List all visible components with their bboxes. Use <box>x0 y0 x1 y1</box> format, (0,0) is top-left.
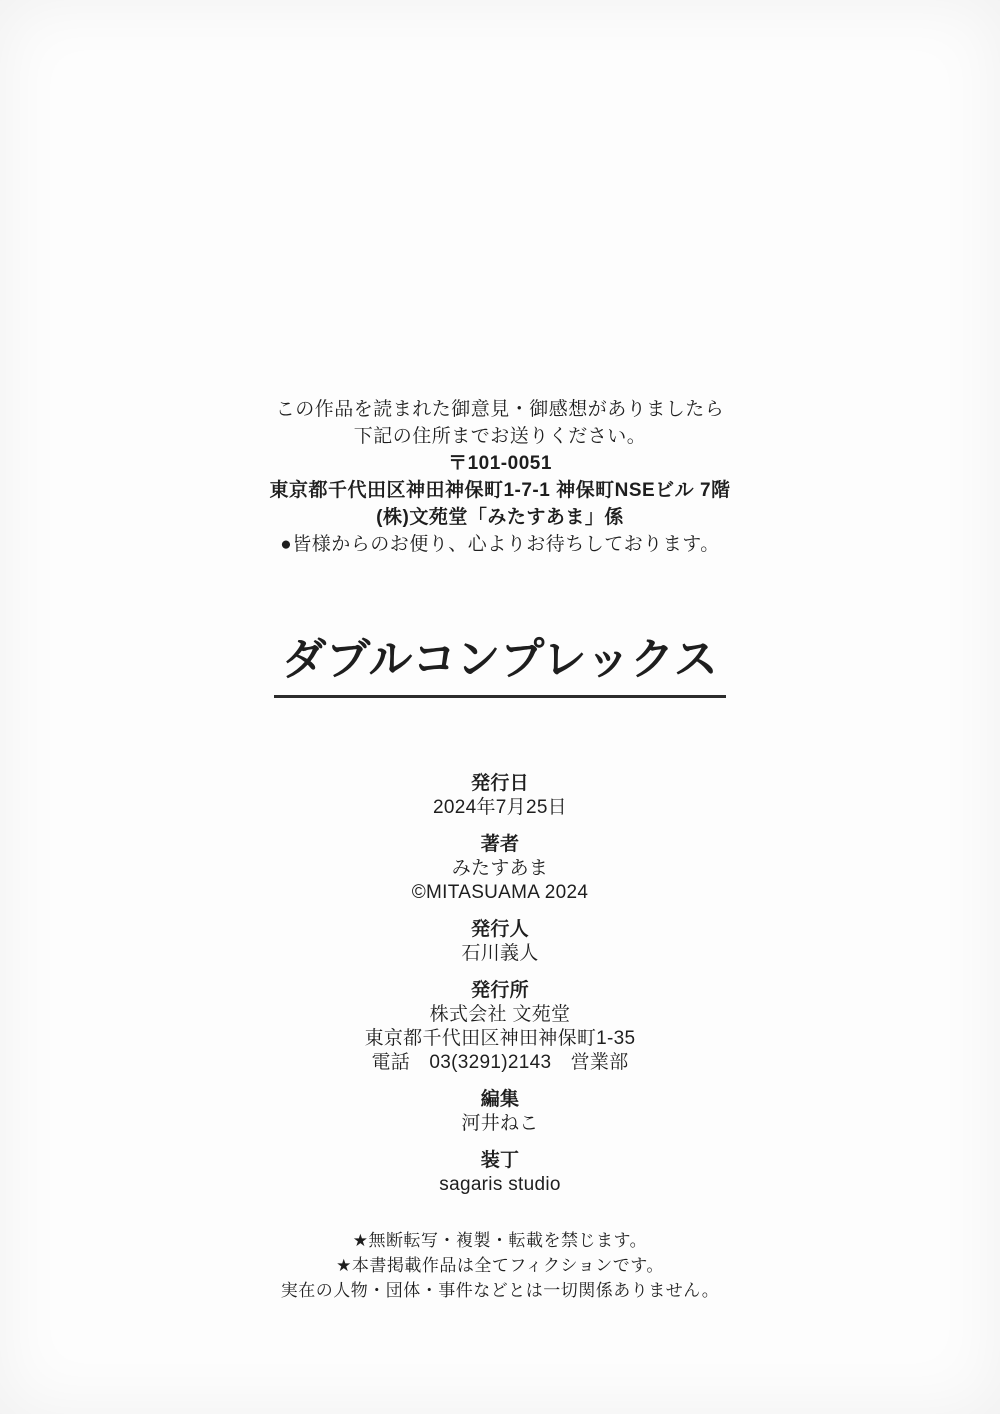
colophon-entry-issuer <box>0 918 1000 966</box>
postal-code: 〒101-0051 <box>448 453 552 474</box>
colophon-entry-editor <box>0 1088 1000 1136</box>
colophon-entry-publication-date <box>0 772 1000 820</box>
colophon-details <box>0 772 1000 1210</box>
entry-value: みたすあま <box>451 858 549 879</box>
title-section <box>0 634 1000 698</box>
notice-no-reproduction: ★無断転写・複製・転載を禁じます。 <box>352 1231 648 1250</box>
entry-value: 2024年7月25日 <box>433 797 567 818</box>
entry-value: 石川義人 <box>461 943 539 964</box>
entry-value: sagaris studio <box>439 1174 561 1195</box>
publisher-address: 東京都千代田区神田神保町1-7-1 神保町NSEビル 7階 <box>269 480 731 501</box>
entry-label: 発行日 <box>471 773 529 794</box>
publisher-phone: 電話 03(3291)2143 営業部 <box>371 1052 629 1073</box>
entry-value: 河井ねこ <box>461 1113 539 1134</box>
colophon-entry-design <box>0 1149 1000 1197</box>
entry-label: 装丁 <box>480 1150 520 1171</box>
entry-label: 著者 <box>480 834 520 855</box>
colophon-entry-publisher <box>0 979 1000 1075</box>
feedback-notice-block <box>0 396 1000 558</box>
legal-notices-block <box>0 1228 1000 1303</box>
colophon-entry-author <box>0 833 1000 905</box>
notice-fiction: ★本書掲載作品は全てフィクションです。 <box>336 1256 664 1275</box>
feedback-line-2: 下記の住所までお送りください。 <box>353 426 647 447</box>
entry-label: 編集 <box>480 1089 520 1110</box>
feedback-closing: ●皆様からのお便り、心よりお待ちしております。 <box>280 534 720 555</box>
copyright-line: ©MITASUAMA 2024 <box>411 882 589 903</box>
entry-label: 発行人 <box>471 919 529 940</box>
notice-no-relation: 実在の人物・団体・事件などとは一切関係ありません。 <box>280 1281 720 1300</box>
entry-label: 発行所 <box>471 980 529 1001</box>
mail-recipient: (株)文苑堂「みたすあま」係 <box>376 507 624 528</box>
feedback-line-1: この作品を読まれた御意見・御感想がありましたら <box>275 399 725 420</box>
book-title: ダブルコンプレックス <box>274 634 726 698</box>
publisher-name: 株式会社 文苑堂 <box>429 1004 571 1025</box>
publisher-street-address: 東京都千代田区神田神保町1-35 <box>364 1028 636 1049</box>
